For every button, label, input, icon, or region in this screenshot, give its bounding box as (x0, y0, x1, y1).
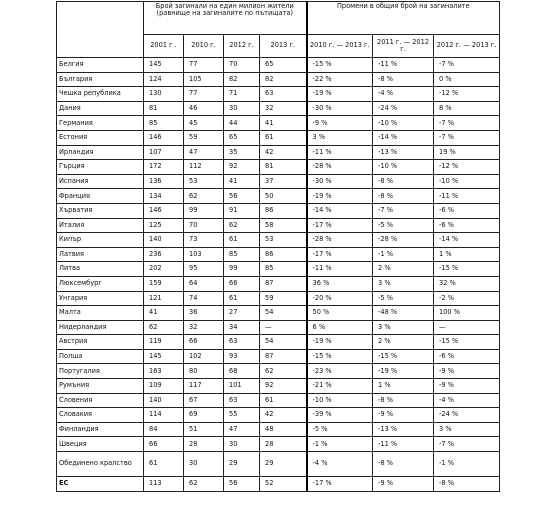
value-cell-c2: -8 % (373, 189, 434, 204)
value-cell-v2013: 58 (260, 218, 307, 233)
value-cell-c2: -24 % (373, 101, 434, 116)
country-cell: Германия (57, 116, 144, 131)
value-cell-v2010: 32 (184, 320, 224, 335)
road-fatalities-table-container (56, 1, 499, 492)
value-cell-c3: — (434, 320, 500, 335)
header-empty-cell (57, 2, 144, 58)
value-cell-v2001: 134 (144, 189, 184, 204)
value-cell-c1: -11 % (307, 262, 373, 277)
value-cell-v2013: 29 (260, 452, 307, 477)
value-cell-v2013: 52 (260, 477, 307, 492)
value-cell-v2012: 62 (224, 218, 260, 233)
value-cell-v2012: 70 (224, 58, 260, 73)
value-cell-c1: -17 % (307, 247, 373, 262)
value-cell-c1: -14 % (307, 203, 373, 218)
country-cell: Франция (57, 189, 144, 204)
value-cell-c3: -14 % (434, 233, 500, 248)
value-cell-v2010: 105 (184, 72, 224, 87)
value-cell-c2: -8 % (373, 72, 434, 87)
table-row (57, 291, 500, 306)
value-cell-v2001: 84 (144, 422, 184, 437)
value-cell-c3: -10 % (434, 174, 500, 189)
value-cell-v2012: 47 (224, 422, 260, 437)
value-cell-c2: -7 % (373, 203, 434, 218)
header-group-change: Промени в общия брой на загиналите (307, 2, 500, 35)
country-cell: Португалия (57, 364, 144, 379)
value-cell-c1: -23 % (307, 364, 373, 379)
table-row (57, 247, 500, 262)
country-cell: Гърция (57, 160, 144, 175)
table-row (57, 379, 500, 394)
value-cell-v2012: 29 (224, 452, 260, 477)
table-row (57, 160, 500, 175)
country-cell: Обединено кралство (57, 452, 144, 477)
value-cell-c1: -10 % (307, 393, 373, 408)
value-cell-c3: -2 % (434, 291, 500, 306)
table-row (57, 408, 500, 423)
value-cell-v2001: 109 (144, 379, 184, 394)
value-cell-v2001: 81 (144, 101, 184, 116)
value-cell-v2001: 61 (144, 452, 184, 477)
country-cell: ЕС (57, 477, 144, 492)
table-row (57, 174, 500, 189)
value-cell-c1: -19 % (307, 335, 373, 350)
value-cell-v2012: 65 (224, 130, 260, 145)
value-cell-c2: -48 % (373, 306, 434, 321)
value-cell-v2013: 54 (260, 306, 307, 321)
value-cell-c2: -15 % (373, 349, 434, 364)
value-cell-v2001: 140 (144, 233, 184, 248)
value-cell-v2013: 61 (260, 130, 307, 145)
country-cell: Люксембург (57, 276, 144, 291)
value-cell-c1: -30 % (307, 174, 373, 189)
value-cell-v2013: 59 (260, 291, 307, 306)
value-cell-v2013: 65 (260, 58, 307, 73)
value-cell-c2: -11 % (373, 437, 434, 452)
value-cell-v2013: 86 (260, 203, 307, 218)
table-row (57, 116, 500, 131)
value-cell-v2001: 114 (144, 408, 184, 423)
value-cell-v2001: 62 (144, 320, 184, 335)
table-row (57, 364, 500, 379)
value-cell-c3: 32 % (434, 276, 500, 291)
value-cell-c2: 3 % (373, 276, 434, 291)
table-row (57, 87, 500, 102)
table-row (57, 130, 500, 145)
country-cell: Унгария (57, 291, 144, 306)
value-cell-c3: -15 % (434, 335, 500, 350)
value-cell-v2012: 35 (224, 145, 260, 160)
country-cell: Чешка република (57, 87, 144, 102)
value-cell-c1: 6 % (307, 320, 373, 335)
country-cell: Италия (57, 218, 144, 233)
table-row (57, 58, 500, 73)
value-cell-c2: -1 % (373, 247, 434, 262)
value-cell-c2: 2 % (373, 335, 434, 350)
value-cell-v2010: 51 (184, 422, 224, 437)
value-cell-v2012: 99 (224, 262, 260, 277)
value-cell-c3: 1 % (434, 247, 500, 262)
country-cell: Австрия (57, 335, 144, 350)
value-cell-v2001: 145 (144, 349, 184, 364)
country-cell: Финландия (57, 422, 144, 437)
value-cell-v2012: 71 (224, 87, 260, 102)
value-cell-c3: -9 % (434, 379, 500, 394)
value-cell-v2013: 87 (260, 349, 307, 364)
country-cell: Испания (57, 174, 144, 189)
value-cell-v2001: 130 (144, 87, 184, 102)
value-cell-c3: -7 % (434, 130, 500, 145)
value-cell-v2012: 93 (224, 349, 260, 364)
table-row (57, 437, 500, 452)
value-cell-v2010: 62 (184, 477, 224, 492)
value-cell-v2001: 41 (144, 306, 184, 321)
value-cell-c2: -8 % (373, 174, 434, 189)
value-cell-v2010: 103 (184, 247, 224, 262)
header-change-2010-2013: 2010 г. — 2013 г. (307, 35, 373, 58)
value-cell-v2012: 66 (224, 276, 260, 291)
value-cell-v2010: 47 (184, 145, 224, 160)
table-row (57, 393, 500, 408)
country-cell: Словакия (57, 408, 144, 423)
value-cell-v2012: 30 (224, 437, 260, 452)
value-cell-c1: -28 % (307, 160, 373, 175)
value-cell-v2013: 87 (260, 276, 307, 291)
header-year-2013: 2013 г. (260, 35, 307, 58)
value-cell-c3: -4 % (434, 393, 500, 408)
value-cell-v2012: 92 (224, 160, 260, 175)
country-cell: Латвия (57, 247, 144, 262)
value-cell-v2010: 36 (184, 306, 224, 321)
value-cell-c2: -9 % (373, 477, 434, 492)
value-cell-c2: -8 % (373, 452, 434, 477)
value-cell-v2013: 42 (260, 408, 307, 423)
value-cell-v2013: 62 (260, 364, 307, 379)
value-cell-v2013: 81 (260, 160, 307, 175)
value-cell-v2013: 54 (260, 335, 307, 350)
country-cell: Нидерландия (57, 320, 144, 335)
value-cell-v2012: 68 (224, 364, 260, 379)
country-cell: Малта (57, 306, 144, 321)
value-cell-v2012: 82 (224, 72, 260, 87)
value-cell-v2001: 202 (144, 262, 184, 277)
value-cell-v2010: 30 (184, 452, 224, 477)
value-cell-c1: 36 % (307, 276, 373, 291)
value-cell-v2001: 107 (144, 145, 184, 160)
value-cell-v2010: 62 (184, 189, 224, 204)
value-cell-c1: -15 % (307, 349, 373, 364)
value-cell-v2012: 55 (224, 408, 260, 423)
value-cell-v2010: 67 (184, 393, 224, 408)
country-cell: Белгия (57, 58, 144, 73)
value-cell-v2013: 50 (260, 189, 307, 204)
value-cell-v2010: 64 (184, 276, 224, 291)
value-cell-c3: -6 % (434, 218, 500, 233)
value-cell-c2: -9 % (373, 408, 434, 423)
value-cell-c1: -28 % (307, 233, 373, 248)
value-cell-v2013: 53 (260, 233, 307, 248)
country-cell: Кипър (57, 233, 144, 248)
value-cell-c2: -13 % (373, 422, 434, 437)
value-cell-c1: -15 % (307, 58, 373, 73)
value-cell-v2001: 125 (144, 218, 184, 233)
value-cell-c2: -14 % (373, 130, 434, 145)
value-cell-v2012: 61 (224, 233, 260, 248)
country-cell: Литва (57, 262, 144, 277)
value-cell-v2001: 172 (144, 160, 184, 175)
value-cell-c3: -6 % (434, 203, 500, 218)
value-cell-c3: -7 % (434, 437, 500, 452)
value-cell-c3: -12 % (434, 87, 500, 102)
value-cell-v2010: 117 (184, 379, 224, 394)
value-cell-v2010: 69 (184, 408, 224, 423)
header-year-2010: 2010 г. (184, 35, 224, 58)
country-cell: Хърватия (57, 203, 144, 218)
value-cell-c2: -10 % (373, 160, 434, 175)
value-cell-v2001: 136 (144, 174, 184, 189)
header-year-2012: 2012 г. (224, 35, 260, 58)
country-cell: Швеция (57, 437, 144, 452)
value-cell-v2013: 92 (260, 379, 307, 394)
value-cell-v2010: 74 (184, 291, 224, 306)
value-cell-v2001: 113 (144, 477, 184, 492)
value-cell-c2: -5 % (373, 291, 434, 306)
value-cell-v2012: 101 (224, 379, 260, 394)
value-cell-c1: -17 % (307, 477, 373, 492)
value-cell-v2001: 163 (144, 364, 184, 379)
value-cell-v2013: 82 (260, 72, 307, 87)
value-cell-c3: 19 % (434, 145, 500, 160)
table-row (57, 233, 500, 248)
table-row (57, 218, 500, 233)
value-cell-c3: -7 % (434, 116, 500, 131)
value-cell-c2: -11 % (373, 58, 434, 73)
table-row (57, 422, 500, 437)
value-cell-v2012: 41 (224, 174, 260, 189)
value-cell-c1: 3 % (307, 130, 373, 145)
value-cell-v2013: 32 (260, 101, 307, 116)
value-cell-c3: -7 % (434, 58, 500, 73)
country-cell: Естония (57, 130, 144, 145)
value-cell-v2013: 28 (260, 437, 307, 452)
value-cell-v2001: 66 (144, 437, 184, 452)
value-cell-v2012: 61 (224, 291, 260, 306)
value-cell-c3: -1 % (434, 452, 500, 477)
value-cell-c1: -22 % (307, 72, 373, 87)
value-cell-c1: -4 % (307, 452, 373, 477)
value-cell-c3: -15 % (434, 262, 500, 277)
value-cell-v2012: 63 (224, 335, 260, 350)
header-change-2012-2013: 2012 г. — 2013 г. (434, 35, 500, 58)
value-cell-v2010: 80 (184, 364, 224, 379)
table-row (57, 145, 500, 160)
value-cell-v2001: 145 (144, 58, 184, 73)
value-cell-v2010: 66 (184, 335, 224, 350)
country-cell: Дания (57, 101, 144, 116)
value-cell-v2010: 28 (184, 437, 224, 452)
value-cell-v2013: 48 (260, 422, 307, 437)
value-cell-v2001: 121 (144, 291, 184, 306)
value-cell-v2012: 63 (224, 393, 260, 408)
value-cell-c3: 0 % (434, 72, 500, 87)
value-cell-v2012: 27 (224, 306, 260, 321)
header-row-groups (57, 2, 500, 35)
value-cell-v2013: 42 (260, 145, 307, 160)
country-cell: Словения (57, 393, 144, 408)
value-cell-c3: 100 % (434, 306, 500, 321)
country-cell: България (57, 72, 144, 87)
value-cell-v2010: 59 (184, 130, 224, 145)
country-cell: Ирландия (57, 145, 144, 160)
value-cell-v2012: 85 (224, 247, 260, 262)
table-row (57, 262, 500, 277)
table-body (57, 58, 500, 492)
value-cell-c1: -5 % (307, 422, 373, 437)
value-cell-c3: -6 % (434, 349, 500, 364)
value-cell-v2010: 45 (184, 116, 224, 131)
value-cell-c2: 1 % (373, 379, 434, 394)
value-cell-c3: -11 % (434, 189, 500, 204)
value-cell-c3: -12 % (434, 160, 500, 175)
value-cell-v2010: 95 (184, 262, 224, 277)
value-cell-c3: 3 % (434, 422, 500, 437)
header-change-2011-2012: 2011 г. — 2012 г. (373, 35, 434, 58)
value-cell-v2013: 61 (260, 393, 307, 408)
value-cell-c3: 8 % (434, 101, 500, 116)
value-cell-c1: -30 % (307, 101, 373, 116)
header-group-fatality-rate: Брой загинали на един милион жители (равнище на загиналите по пътищата) (144, 2, 307, 35)
value-cell-v2001: 140 (144, 393, 184, 408)
value-cell-c1: 50 % (307, 306, 373, 321)
value-cell-v2012: 56 (224, 477, 260, 492)
table-row (57, 189, 500, 204)
table-row (57, 101, 500, 116)
table-row (57, 335, 500, 350)
value-cell-c1: -20 % (307, 291, 373, 306)
value-cell-v2010: 112 (184, 160, 224, 175)
table-row (57, 452, 500, 477)
value-cell-c2: 2 % (373, 262, 434, 277)
country-cell: Полша (57, 349, 144, 364)
value-cell-c1: -17 % (307, 218, 373, 233)
value-cell-c2: -4 % (373, 87, 434, 102)
value-cell-v2010: 77 (184, 58, 224, 73)
value-cell-c1: -9 % (307, 116, 373, 131)
value-cell-v2010: 46 (184, 101, 224, 116)
value-cell-c1: -39 % (307, 408, 373, 423)
value-cell-v2010: 53 (184, 174, 224, 189)
value-cell-c3: -9 % (434, 364, 500, 379)
value-cell-v2001: 119 (144, 335, 184, 350)
value-cell-v2001: 236 (144, 247, 184, 262)
value-cell-v2013: 41 (260, 116, 307, 131)
value-cell-v2001: 159 (144, 276, 184, 291)
value-cell-c3: -24 % (434, 408, 500, 423)
table-row (57, 203, 500, 218)
header-year-2001: 2001 г . (144, 35, 184, 58)
value-cell-c2: -8 % (373, 393, 434, 408)
value-cell-c1: -21 % (307, 379, 373, 394)
value-cell-c1: -11 % (307, 145, 373, 160)
value-cell-v2010: 77 (184, 87, 224, 102)
value-cell-v2012: 56 (224, 189, 260, 204)
value-cell-c1: -19 % (307, 189, 373, 204)
table-row (57, 349, 500, 364)
value-cell-v2001: 146 (144, 203, 184, 218)
value-cell-v2012: 44 (224, 116, 260, 131)
value-cell-c2: -13 % (373, 145, 434, 160)
table-row (57, 276, 500, 291)
value-cell-c2: -10 % (373, 116, 434, 131)
value-cell-v2013: — (260, 320, 307, 335)
value-cell-v2010: 102 (184, 349, 224, 364)
value-cell-c1: -19 % (307, 87, 373, 102)
value-cell-c2: -5 % (373, 218, 434, 233)
table-row (57, 306, 500, 321)
value-cell-v2001: 146 (144, 130, 184, 145)
value-cell-c3: -8 % (434, 477, 500, 492)
value-cell-c2: 3 % (373, 320, 434, 335)
value-cell-v2012: 91 (224, 203, 260, 218)
table-row (57, 477, 500, 492)
value-cell-v2012: 30 (224, 101, 260, 116)
value-cell-v2012: 34 (224, 320, 260, 335)
value-cell-c1: -1 % (307, 437, 373, 452)
value-cell-c2: -28 % (373, 233, 434, 248)
table-row (57, 72, 500, 87)
country-cell: Румъния (57, 379, 144, 394)
value-cell-v2001: 85 (144, 116, 184, 131)
value-cell-v2013: 37 (260, 174, 307, 189)
value-cell-c2: -19 % (373, 364, 434, 379)
road-fatalities-table (56, 1, 500, 492)
table-row (57, 320, 500, 335)
value-cell-v2010: 99 (184, 203, 224, 218)
value-cell-v2013: 63 (260, 87, 307, 102)
value-cell-v2001: 124 (144, 72, 184, 87)
value-cell-v2013: 85 (260, 262, 307, 277)
value-cell-v2010: 70 (184, 218, 224, 233)
value-cell-v2013: 86 (260, 247, 307, 262)
value-cell-v2010: 73 (184, 233, 224, 248)
